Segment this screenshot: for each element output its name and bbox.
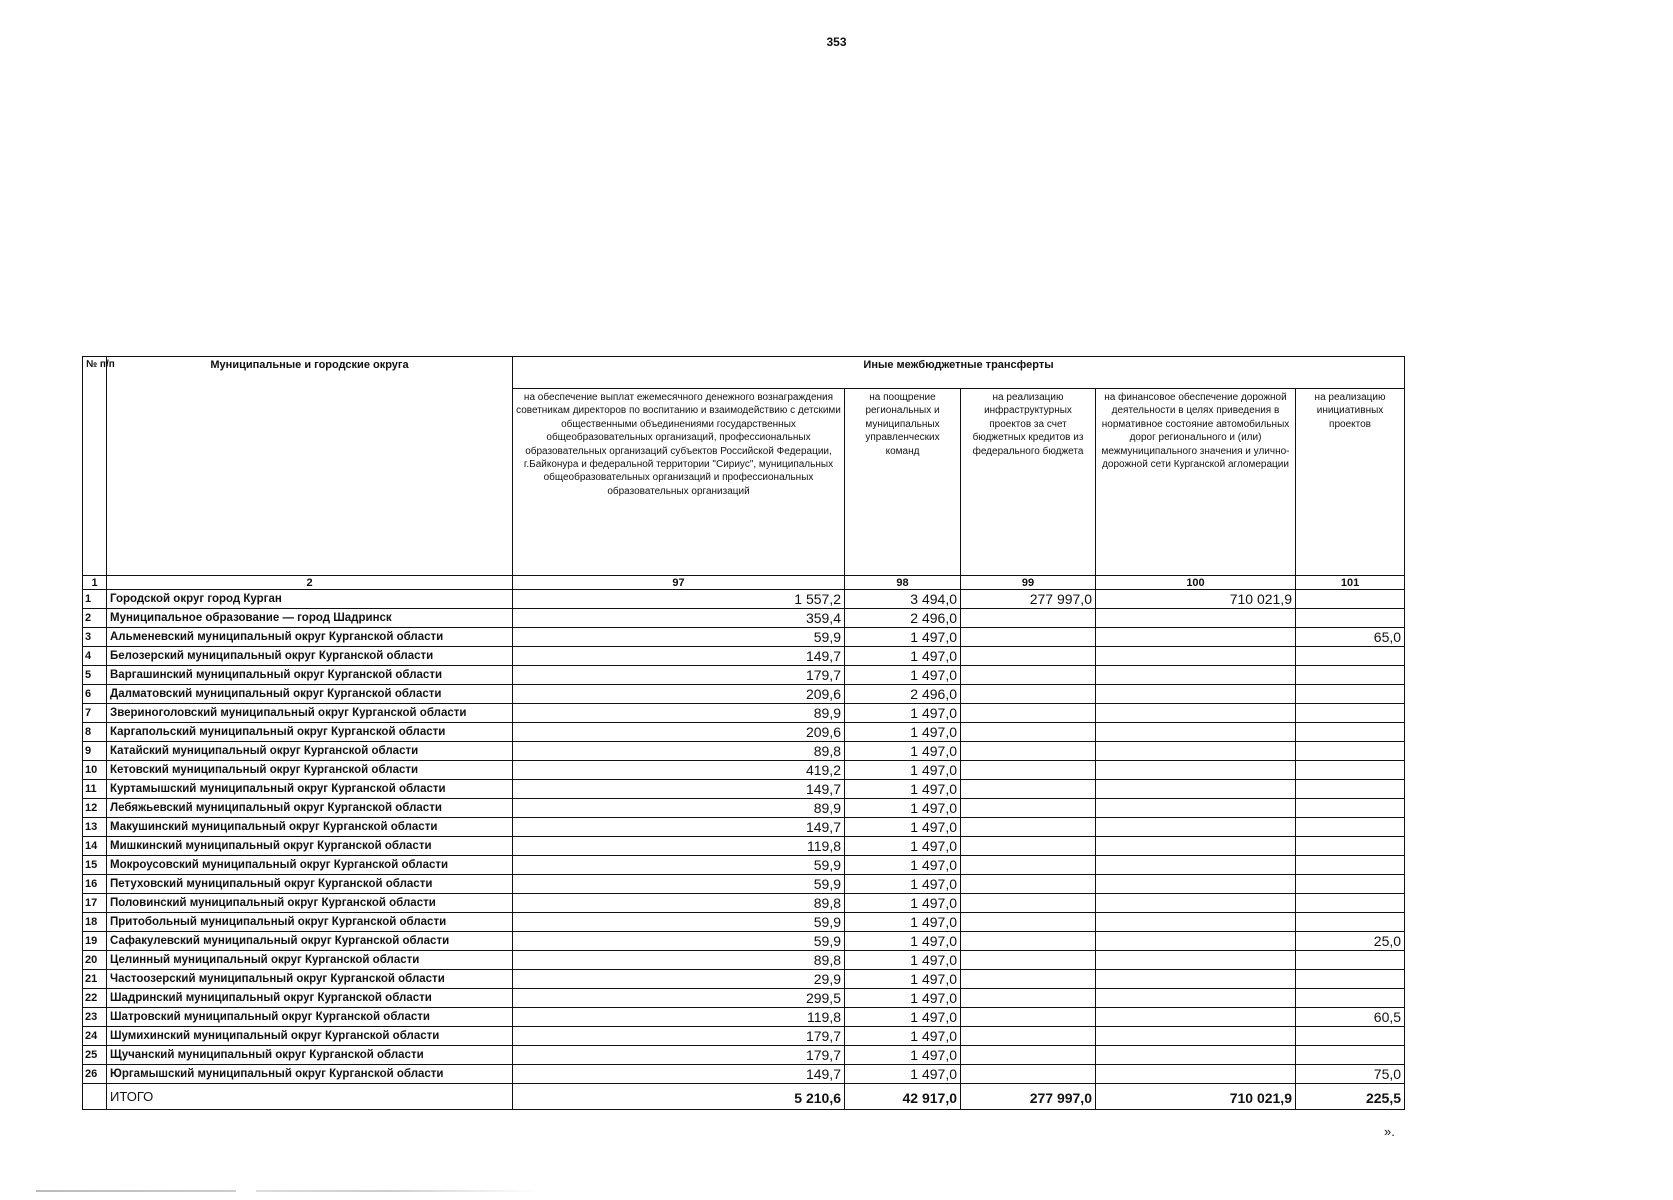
table-body: [83, 590, 1405, 1084]
row-value-98: 1 497,0: [845, 970, 961, 989]
row-value-101: [1296, 1046, 1405, 1065]
col-index-100: 100: [1096, 576, 1296, 590]
row-value-101: 25,0: [1296, 932, 1405, 951]
row-number: 10: [83, 761, 107, 780]
row-value-97: 59,9: [513, 875, 845, 894]
total-100: 710 021,9: [1096, 1084, 1296, 1110]
row-district-name: Мишкинский муниципальный округ Курганской области: [107, 837, 513, 856]
row-district-name: Щучанский муниципальный округ Курганской области: [107, 1046, 513, 1065]
row-value-101: [1296, 894, 1405, 913]
row-district-name: Звериноголовский муниципальный округ Курганской области: [107, 704, 513, 723]
row-value-98: 1 497,0: [845, 723, 961, 742]
row-district-name: Шумихинский муниципальный округ Курганской области: [107, 1027, 513, 1046]
table-row: [83, 704, 1405, 723]
table-row: [83, 647, 1405, 666]
row-value-99: [961, 1027, 1096, 1046]
row-value-101: [1296, 704, 1405, 723]
col-index-2: 2: [107, 576, 513, 590]
row-value-100: [1096, 1008, 1296, 1027]
row-value-101: [1296, 970, 1405, 989]
closing-quote: ».: [1384, 1124, 1395, 1139]
table-row: [83, 1065, 1405, 1084]
col-desc-97: на обеспечение выплат ежемесячного денежного вознаграждения советникам директоров по воспитанию и взаимодействию с детскими общественными объединениями государственных общеобразовательных организаций, профессиональных образовательных организаций субъектов Российской Федерации, г.Байконура и федеральной территории "Сириус", муниципальных общеобразовательных организаций и профессиональных образовательных организаций: [513, 389, 845, 576]
row-number: 25: [83, 1046, 107, 1065]
row-number: 22: [83, 989, 107, 1008]
row-value-97: 149,7: [513, 818, 845, 837]
col-desc-99: на реализацию инфраструктурных проектов за счет бюджетных кредитов из федерального бюджета: [961, 389, 1096, 576]
total-label: ИТОГО: [107, 1084, 513, 1110]
table-row: [83, 1046, 1405, 1065]
row-value-101: [1296, 723, 1405, 742]
row-number: 9: [83, 742, 107, 761]
row-number: 26: [83, 1065, 107, 1084]
row-value-97: 179,7: [513, 666, 845, 685]
row-number: 5: [83, 666, 107, 685]
row-district-name: Половинский муниципальный округ Курганской области: [107, 894, 513, 913]
table-row: [83, 989, 1405, 1008]
row-value-100: [1096, 875, 1296, 894]
row-value-97: 119,8: [513, 837, 845, 856]
row-value-100: [1096, 685, 1296, 704]
row-value-99: [961, 628, 1096, 647]
row-value-100: [1096, 913, 1296, 932]
row-value-100: [1096, 951, 1296, 970]
row-district-name: Мокроусовский муниципальный округ Курганской области: [107, 856, 513, 875]
row-number: 4: [83, 647, 107, 666]
row-district-name: Муниципальное образование — город Шадринск: [107, 609, 513, 628]
row-value-100: [1096, 1027, 1296, 1046]
table-row: [83, 856, 1405, 875]
row-value-100: [1096, 856, 1296, 875]
transfers-table: [82, 356, 1405, 1110]
row-value-101: [1296, 647, 1405, 666]
row-value-97: 89,8: [513, 894, 845, 913]
group-header: Иные межбюджетные трансферты: [513, 357, 1405, 389]
col-index-97: 97: [513, 576, 845, 590]
row-value-101: [1296, 951, 1405, 970]
row-value-99: [961, 1065, 1096, 1084]
row-district-name: Белозерский муниципальный округ Курганской области: [107, 647, 513, 666]
row-number: 11: [83, 780, 107, 799]
row-number: 1: [83, 590, 107, 609]
col-index-101: 101: [1296, 576, 1405, 590]
row-value-98: 1 497,0: [845, 628, 961, 647]
table-row: [83, 1008, 1405, 1027]
table-row: [83, 590, 1405, 609]
row-value-99: [961, 894, 1096, 913]
row-value-99: [961, 666, 1096, 685]
row-value-101: 65,0: [1296, 628, 1405, 647]
row-value-100: [1096, 1046, 1296, 1065]
row-value-97: 59,9: [513, 628, 845, 647]
row-value-101: [1296, 989, 1405, 1008]
row-value-101: [1296, 685, 1405, 704]
row-value-97: 209,6: [513, 723, 845, 742]
row-value-97: 149,7: [513, 780, 845, 799]
row-value-100: [1096, 647, 1296, 666]
row-value-99: [961, 742, 1096, 761]
row-value-100: [1096, 894, 1296, 913]
row-value-101: [1296, 856, 1405, 875]
row-value-98: 1 497,0: [845, 837, 961, 856]
row-value-100: [1096, 989, 1296, 1008]
header-row-top: [83, 357, 1405, 389]
row-value-100: 710 021,9: [1096, 590, 1296, 609]
row-value-97: 119,8: [513, 1008, 845, 1027]
row-value-99: [961, 723, 1096, 742]
row-value-99: [961, 780, 1096, 799]
row-value-98: 1 497,0: [845, 818, 961, 837]
row-value-98: 1 497,0: [845, 761, 961, 780]
row-value-97: 359,4: [513, 609, 845, 628]
row-value-97: 179,7: [513, 1046, 845, 1065]
row-number: 21: [83, 970, 107, 989]
row-value-100: [1096, 723, 1296, 742]
row-value-99: [961, 1046, 1096, 1065]
row-value-98: 1 497,0: [845, 799, 961, 818]
row-value-99: [961, 609, 1096, 628]
row-value-99: [961, 913, 1096, 932]
page-number: 353: [826, 35, 847, 49]
table-row: [83, 742, 1405, 761]
row-value-101: [1296, 780, 1405, 799]
row-value-101: [1296, 666, 1405, 685]
col-desc-98: на поощрение региональных и муниципальных управленческих команд: [845, 389, 961, 576]
row-number: 20: [83, 951, 107, 970]
scan-artifact-line: [36, 1190, 536, 1192]
table-row: [83, 894, 1405, 913]
row-value-97: 299,5: [513, 989, 845, 1008]
row-value-98: 1 497,0: [845, 1065, 961, 1084]
row-value-100: [1096, 932, 1296, 951]
row-value-99: [961, 970, 1096, 989]
table-row: [83, 628, 1405, 647]
row-value-98: 1 497,0: [845, 780, 961, 799]
row-district-name: Петуховский муниципальный округ Курганской области: [107, 875, 513, 894]
row-value-98: 1 497,0: [845, 1027, 961, 1046]
row-value-98: 1 497,0: [845, 704, 961, 723]
row-value-98: 1 497,0: [845, 913, 961, 932]
row-value-99: 277 997,0: [961, 590, 1096, 609]
row-value-98: 1 497,0: [845, 894, 961, 913]
row-district-name: Куртамышский муниципальный округ Курганской области: [107, 780, 513, 799]
row-value-97: 89,8: [513, 742, 845, 761]
row-number: 13: [83, 818, 107, 837]
total-97: 5 210,6: [513, 1084, 845, 1110]
row-value-100: [1096, 799, 1296, 818]
row-value-100: [1096, 837, 1296, 856]
row-value-99: [961, 799, 1096, 818]
row-value-97: 29,9: [513, 970, 845, 989]
row-value-100: [1096, 704, 1296, 723]
row-value-101: [1296, 590, 1405, 609]
table-row: [83, 932, 1405, 951]
row-number: 8: [83, 723, 107, 742]
row-value-99: [961, 1008, 1096, 1027]
row-value-98: 1 497,0: [845, 1008, 961, 1027]
row-district-name: Альменевский муниципальный округ Курганской области: [107, 628, 513, 647]
row-district-name: Юргамышский муниципальный округ Курганской области: [107, 1065, 513, 1084]
row-value-101: [1296, 761, 1405, 780]
row-value-100: [1096, 761, 1296, 780]
col-index-99: 99: [961, 576, 1096, 590]
row-value-99: [961, 685, 1096, 704]
table-row: [83, 685, 1405, 704]
col-index-1: 1: [83, 576, 107, 590]
row-value-99: [961, 951, 1096, 970]
row-value-98: 1 497,0: [845, 742, 961, 761]
row-district-name: Варгашинский муниципальный округ Курганской области: [107, 666, 513, 685]
row-number: 6: [83, 685, 107, 704]
table-row: [83, 609, 1405, 628]
row-value-97: 149,7: [513, 647, 845, 666]
table-row: [83, 837, 1405, 856]
col-desc-101: на реализацию инициативных проектов: [1296, 389, 1405, 576]
table-row: [83, 913, 1405, 932]
row-district-name: Макушинский муниципальный округ Курганской области: [107, 818, 513, 837]
row-value-100: [1096, 609, 1296, 628]
row-district-name: Каргапольский муниципальный округ Курганской области: [107, 723, 513, 742]
row-value-97: 59,9: [513, 856, 845, 875]
row-number: 2: [83, 609, 107, 628]
row-number: 18: [83, 913, 107, 932]
row-value-99: [961, 647, 1096, 666]
row-value-100: [1096, 780, 1296, 799]
row-value-98: 1 497,0: [845, 1046, 961, 1065]
row-value-101: [1296, 742, 1405, 761]
total-98: 42 917,0: [845, 1084, 961, 1110]
row-number: 3: [83, 628, 107, 647]
total-num-cell: [83, 1084, 107, 1110]
row-value-101: [1296, 837, 1405, 856]
row-number: 24: [83, 1027, 107, 1046]
row-value-101: [1296, 913, 1405, 932]
row-value-97: 89,9: [513, 704, 845, 723]
row-value-98: 1 497,0: [845, 666, 961, 685]
row-value-101: [1296, 799, 1405, 818]
table-row: [83, 951, 1405, 970]
row-value-98: 2 496,0: [845, 685, 961, 704]
row-value-97: 59,9: [513, 932, 845, 951]
row-value-97: 59,9: [513, 913, 845, 932]
row-value-99: [961, 704, 1096, 723]
row-district-name: Кетовский муниципальный округ Курганской области: [107, 761, 513, 780]
row-value-98: 1 497,0: [845, 647, 961, 666]
row-value-100: [1096, 742, 1296, 761]
table-row: [83, 723, 1405, 742]
row-value-97: 89,9: [513, 799, 845, 818]
row-value-99: [961, 761, 1096, 780]
row-value-100: [1096, 970, 1296, 989]
table-row: [83, 818, 1405, 837]
table-row: [83, 970, 1405, 989]
row-district-name: Шадринский муниципальный округ Курганской области: [107, 989, 513, 1008]
row-value-99: [961, 856, 1096, 875]
row-number: 7: [83, 704, 107, 723]
row-value-101: 75,0: [1296, 1065, 1405, 1084]
row-value-101: [1296, 609, 1405, 628]
row-value-101: [1296, 1027, 1405, 1046]
table-row: [83, 780, 1405, 799]
row-number: 23: [83, 1008, 107, 1027]
row-number: 12: [83, 799, 107, 818]
row-value-98: 1 497,0: [845, 989, 961, 1008]
total-101: 225,5: [1296, 1084, 1405, 1110]
row-value-98: 1 497,0: [845, 875, 961, 894]
row-district-name: Далматовский муниципальный округ Курганской области: [107, 685, 513, 704]
row-value-101: [1296, 875, 1405, 894]
row-value-99: [961, 837, 1096, 856]
row-district-name: Шатровский муниципальный округ Курганской области: [107, 1008, 513, 1027]
row-value-98: 3 494,0: [845, 590, 961, 609]
col-header-name: Муниципальные и городские округа: [107, 357, 513, 576]
row-value-97: 179,7: [513, 1027, 845, 1046]
row-district-name: Целинный муниципальный округ Курганской области: [107, 951, 513, 970]
row-number: 19: [83, 932, 107, 951]
row-number: 14: [83, 837, 107, 856]
row-district-name: Частоозерский муниципальный округ Курганской области: [107, 970, 513, 989]
row-value-101: [1296, 818, 1405, 837]
row-district-name: Сафакулевский муниципальный округ Курганской области: [107, 932, 513, 951]
row-value-97: 419,2: [513, 761, 845, 780]
transfers-table-container: [82, 356, 1405, 1110]
row-value-98: 1 497,0: [845, 856, 961, 875]
row-district-name: Лебяжьевский муниципальный округ Курганской области: [107, 799, 513, 818]
row-number: 17: [83, 894, 107, 913]
row-number: 15: [83, 856, 107, 875]
table-row: [83, 799, 1405, 818]
col-desc-100: на финансовое обеспечение дорожной деятельности в целях приведения в нормативное состояние автомобильных дорог регионального и (или) межмуниципального значения и улично-дорожной сети Курганской агломерации: [1096, 389, 1296, 576]
row-value-98: 1 497,0: [845, 932, 961, 951]
row-value-100: [1096, 666, 1296, 685]
row-district-name: Городской округ город Курган: [107, 590, 513, 609]
row-value-97: 149,7: [513, 1065, 845, 1084]
header-row-index: [83, 576, 1405, 590]
row-value-101: 60,5: [1296, 1008, 1405, 1027]
row-value-98: 1 497,0: [845, 951, 961, 970]
table-row: [83, 875, 1405, 894]
col-header-number: № п/п: [83, 357, 107, 576]
row-district-name: Катайский муниципальный округ Курганской области: [107, 742, 513, 761]
row-value-99: [961, 875, 1096, 894]
table-row: [83, 1027, 1405, 1046]
row-value-97: 209,6: [513, 685, 845, 704]
row-value-99: [961, 989, 1096, 1008]
row-value-97: 1 557,2: [513, 590, 845, 609]
row-value-99: [961, 818, 1096, 837]
row-value-100: [1096, 818, 1296, 837]
row-number: 16: [83, 875, 107, 894]
total-row: [83, 1084, 1405, 1110]
row-value-100: [1096, 1065, 1296, 1084]
table-row: [83, 666, 1405, 685]
row-district-name: Притобольный муниципальный округ Курганской области: [107, 913, 513, 932]
total-99: 277 997,0: [961, 1084, 1096, 1110]
row-value-97: 89,8: [513, 951, 845, 970]
row-value-98: 2 496,0: [845, 609, 961, 628]
table-row: [83, 761, 1405, 780]
row-value-100: [1096, 628, 1296, 647]
col-index-98: 98: [845, 576, 961, 590]
row-value-99: [961, 932, 1096, 951]
